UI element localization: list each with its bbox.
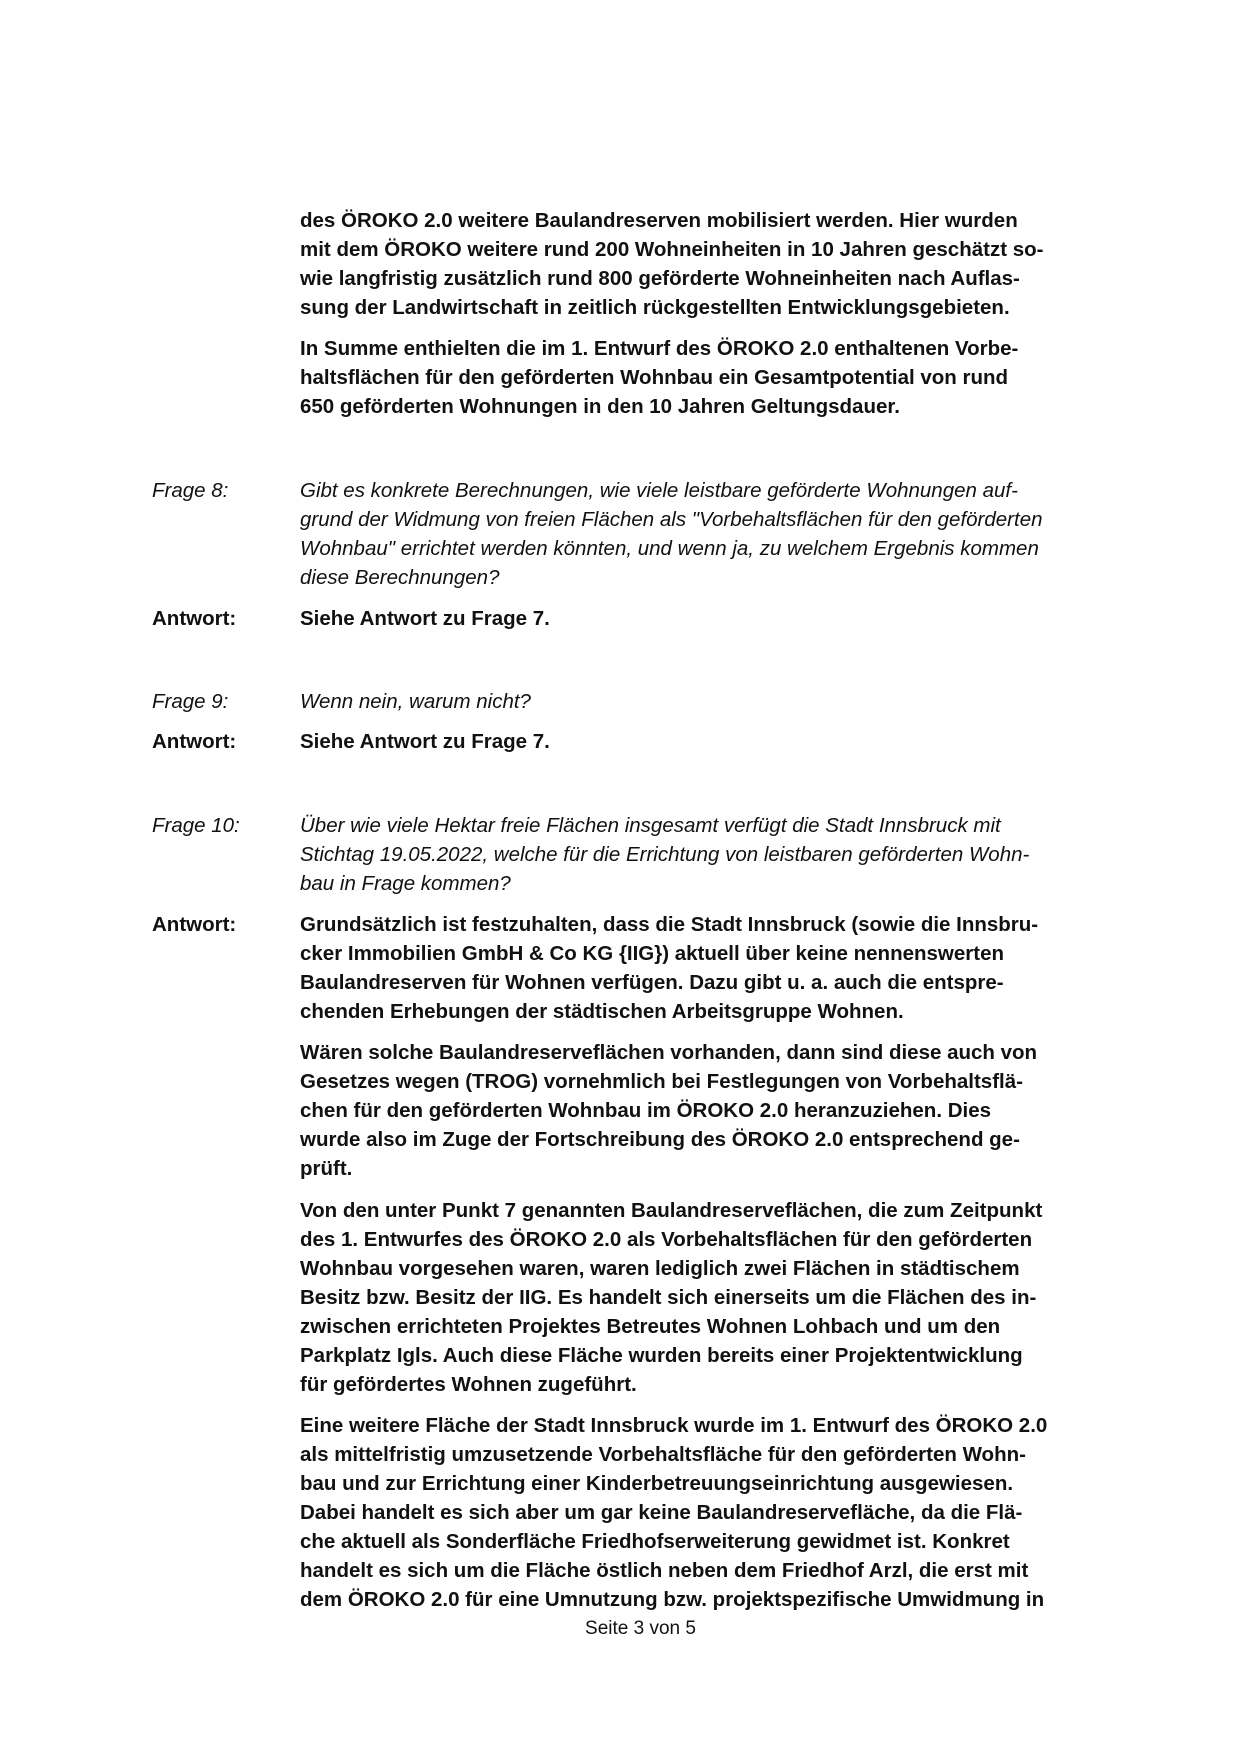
text-line: Siehe Antwort zu Frage 7. [300,607,550,630]
text-line: Wohnbau" errichtet werden könnten, und wenn ja, zu welchem Ergebnis kommen [300,537,1039,560]
text-line: für gefördertes Wohnen zugeführt. [300,1373,637,1396]
text-line: des 1. Entwurfes des ÖROKO 2.0 als Vorbehaltsflächen für den geförderten [300,1228,1033,1251]
text-line: diese Berechnungen? [300,566,500,589]
text-line: prüft. [300,1157,353,1180]
answer-paragraph [300,1196,1130,1399]
text-line: Dabei handelt es sich aber um gar keine Baulandreservefläche, da die Flä- [300,1501,1023,1524]
text-line: che aktuell als Sonderfläche Friedhofserweiterung gewidmet ist. Konkret [300,1530,1010,1553]
page-number-footer: Seite 3 von 5 [585,1618,696,1639]
text-line: 650 geförderten Wohnungen in den 10 Jahren Geltungsdauer. [300,395,900,418]
text-line: Parkplatz Igls. Auch diese Fläche wurden bereits einer Projektentwicklung [300,1344,1023,1367]
answer-text-8 [300,604,1130,633]
answer-label-8: Antwort: [152,607,237,630]
text-line: Grundsätzlich ist festzuhalten, dass die Stadt Innsbruck (sowie die Innsbru- [300,913,1039,936]
text-line: Stichtag 19.05.2022, welche für die Errichtung von leistbaren geförderten Wohn- [300,843,1030,866]
question-label-10: Frage 10: [152,814,240,837]
text-line: wie langfristig zusätzlich rund 800 geförderte Wohneinheiten nach Auflas- [300,267,1020,290]
text-line: als mittelfristig umzusetzende Vorbehaltsfläche für den geförderten Wohn- [300,1443,1026,1466]
answer-paragraph [300,910,1130,1026]
text-line: mit dem ÖROKO weitere rund 200 Wohneinheiten in 10 Jahren geschätzt so- [300,238,1044,261]
text-line: Über wie viele Hektar freie Flächen insgesamt verfügt die Stadt Innsbruck mit [300,814,1001,837]
text-line: Besitz bzw. Besitz der IIG. Es handelt sich einerseits um die Flächen des in- [300,1286,1037,1309]
text-line: des ÖROKO 2.0 weitere Baulandreserven mobilisiert werden. Hier wurden [300,209,1018,232]
question-label-9: Frage 9: [152,690,229,713]
text-line: cker Immobilien GmbH & Co KG {IIG}) aktuell über keine nennenswerten [300,942,1004,965]
answer-text-9 [300,727,1130,756]
text-line: handelt es sich um die Fläche östlich neben dem Friedhof Arzl, die erst mit [300,1559,1029,1582]
text-line: sung der Landwirtschaft in zeitlich rückgestellten Entwicklungsgebieten. [300,296,1010,319]
text-line: Gibt es konkrete Berechnungen, wie viele leistbare geförderte Wohnungen auf- [300,479,1018,502]
text-line: haltsflächen für den geförderten Wohnbau ein Gesamtpotential von rund [300,366,1009,389]
text-line: bau und zur Errichtung einer Kinderbetreuungseinrichtung ausgewiesen. [300,1472,1014,1495]
question-text-10 [300,811,1130,898]
text-line: Baulandreserven für Wohnen verfügen. Dazu gibt u. a. auch die entspre- [300,971,1004,994]
answer-label-10: Antwort: [152,913,237,936]
question-label-8: Frage 8: [152,479,229,502]
text-line: Gesetzes wegen (TROG) vornehmlich bei Festlegungen von Vorbehaltsflä- [300,1070,1023,1093]
answer-paragraph [300,1038,1130,1183]
intro-paragraph [300,206,1130,322]
text-line: Wären solche Baulandreserveflächen vorhanden, dann sind diese auch von [300,1041,1038,1064]
text-line: dem ÖROKO 2.0 für eine Umnutzung bzw. projektspezifische Umwidmung in [300,1588,1045,1611]
text-line: chen für den geförderten Wohnbau im ÖROKO 2.0 heranzuziehen. Dies [300,1099,992,1122]
text-line: chenden Erhebungen der städtischen Arbeitsgruppe Wohnen. [300,1000,904,1023]
text-line: Wenn nein, warum nicht? [300,690,531,713]
text-line: Wohnbau vorgesehen waren, waren lediglich zwei Flächen in städtischem [300,1257,1020,1280]
text-line: Von den unter Punkt 7 genannten Baulandreserveflächen, die zum Zeitpunkt [300,1199,1043,1222]
question-text-9 [300,687,1130,716]
text-line: wurde also im Zuge der Fortschreibung des ÖROKO 2.0 entsprechend ge- [300,1128,1020,1151]
text-line: zwischen errichteten Projektes Betreutes Wohnen Lohbach und um den [300,1315,1001,1338]
text-line: Eine weitere Fläche der Stadt Innsbruck wurde im 1. Entwurf des ÖROKO 2.0 [300,1414,1048,1437]
text-line: Siehe Antwort zu Frage 7. [300,730,550,753]
answer-paragraph [300,1411,1130,1614]
answer-label-9: Antwort: [152,730,237,753]
intro-paragraph [300,334,1130,421]
question-text-8 [300,476,1130,592]
text-line: grund der Widmung von freien Flächen als "Vorbehaltsflächen für den geförderten [300,508,1043,531]
text-line: bau in Frage kommen? [300,872,511,895]
text-line: In Summe enthielten die im 1. Entwurf des ÖROKO 2.0 enthaltenen Vorbe- [300,337,1019,360]
